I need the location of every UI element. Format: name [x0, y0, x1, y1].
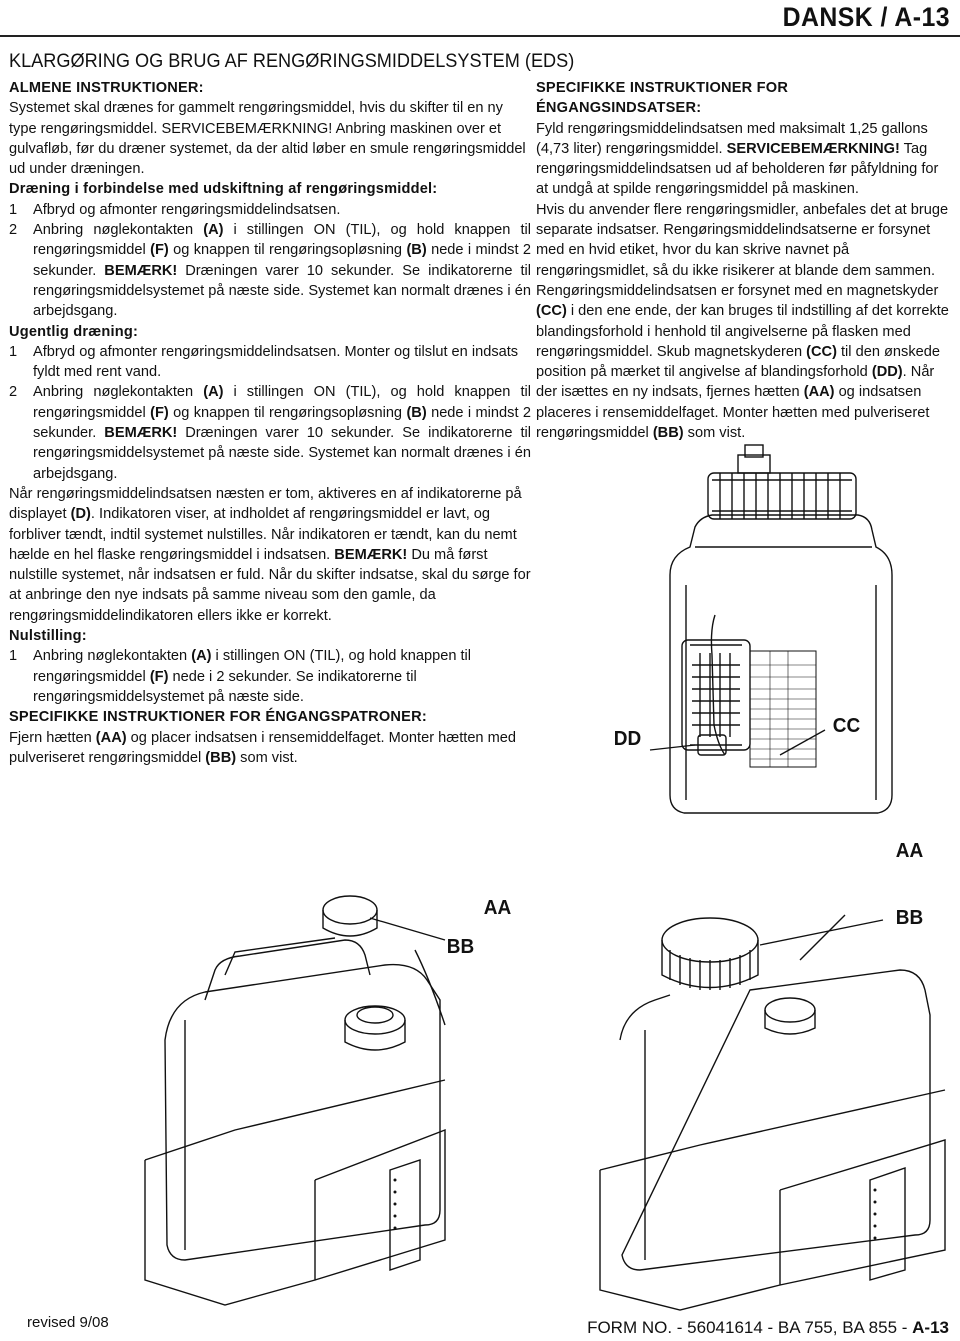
right-column — [536, 78, 951, 443]
empty-indicator-paragraph: Når rengøringsmiddelindsatsen næsten er tom, aktiveres en af indikatorerne på displayet (D). Indikatoren viser, at indholdet af rengøringsmiddel er lavt, og forbliver tændt, indtil systemet nulstilles. Når indikatoren er tændt, kan du nemt hælde en hel flaske rengøringsmiddel i indsatsen. BEMÆRK! Du må først nulstille systemet, når indsatsen er fuld. Når du skifter indsatse, skal du sørge for at anbringe den nye indsats på samme niveau som den gamle, da rengøringsmiddelindikatoren ellers ikke er korrekt. — [9, 485, 531, 624]
reset-heading: Nulstilling: — [9, 628, 87, 645]
figure-label-bb-left: BB — [446, 936, 475, 958]
step-number: 1 — [9, 648, 18, 665]
cartridge-tray-illustration-right — [600, 900, 950, 1310]
step-number: 1 — [9, 201, 18, 218]
cartridge-tray-illustration-left — [145, 880, 475, 1310]
drain-heading: Dræning i forbindelse med udskiftning af rengøringsmiddel: — [9, 181, 438, 198]
step-text: Afbryd og afmonter rengøringsmiddelindsatsen. — [33, 201, 341, 218]
step-text: Afbryd og afmonter rengøringsmiddelindsatsen. Monter og tilslut en indsats fyldt med rent vand. — [33, 343, 519, 381]
step-number: 2 — [9, 222, 18, 239]
page-title: KLARGØRING OG BRUG AF RENGØRINGSMIDDELSYSTEM (EDS) — [9, 50, 575, 72]
figure-label-aa-left: AA — [483, 897, 512, 919]
weekly-step-1 — [9, 342, 531, 383]
cartridge-heading: SPECIFIKKE INSTRUKTIONER FOR ÉNGANGSPATRONER: — [9, 709, 427, 726]
header-divider — [0, 35, 960, 37]
left-column — [9, 78, 531, 768]
figure-label-dd: DD — [613, 728, 642, 750]
drain-step-2 — [9, 220, 531, 321]
insert-paragraph-2: Hvis du anvender flere rengøringsmidler, anbefales det at bruge separate indsatser. Rengøringsmiddelindsatserne er forsynet med en hvid etiket, hvor du kan skrive navnet på rengøringsmidlet, så du ikke risikerer at blande dem sammen. Rengøringsmiddelindsatsen er forsynet med en magnetskyder (CC) i den ene ende, der kan bruges til indstilling af det korrekte blandingsforhold i henhold til angivelserne på flasken med rengøringsmiddel. Skub magnetskyderen (CC) til den ønskede position på mærket til angivelse af blandingsforhold (DD). Når der isættes en ny indsats, fjernes hætten (AA) og indsatsen placeres i rensemiddelfaget. Monter hætten med pulveriseret rengøringsmiddel (BB) som vist. — [536, 201, 949, 442]
reset-step-1 — [9, 646, 531, 707]
step-text: Anbring nøglekontakten (A) i stillingen ON (TIL), og hold knappen til rengøringsmiddel (F) og knappen til rengøringsopløsning (B) nede i mindst 2 sekunder. BEMÆRK! Dræningen varer 10 sekunder. Se indikatorerne til rengøringsmiddelsystemet på næste side. Systemet kan normalt drænes i én arbejdsgang. — [33, 222, 532, 320]
weekly-heading: Ugentlig dræning: — [9, 323, 139, 340]
step-text: Anbring nøglekontakten (A) i stillingen ON (TIL), og hold knappen til rengøringsmiddel (F) nede i 2 sekunder. Se indikatorerne til rengøringsmiddelsystemet på næste side. — [33, 648, 472, 705]
figure-label-bb-right: BB — [895, 907, 924, 929]
drain-step-1 — [9, 200, 531, 220]
weekly-step-2 — [9, 382, 531, 483]
insert-heading: SPECIFIKKE INSTRUKTIONER FOR ÉNGANGSINDSATSER: — [536, 80, 789, 117]
general-intro: Systemet skal drænes for gammelt rengøringsmiddel, hvis du skifter til en ny type rengøringsmiddel. SERVICEBEMÆRKNING! Anbring maskinen over et gulvafløb, før du dræner systemet, da der altid løber en smule rengøringsmiddel ud under dræningen. — [9, 100, 526, 178]
step-text: Anbring nøglekontakten (A) i stillingen ON (TIL), og hold knappen til rengøringsmiddel (F) og knappen til rengøringsopløsning (B) nede i mindst 2 sekunder. BEMÆRK! Dræningen varer 10 sekunder. Se indikatorerne til rengøringsmiddelsystemet på næste side. Systemet kan normalt drænes i én arbejdsgang. — [33, 384, 532, 482]
figure-label-aa-right: AA — [895, 840, 924, 862]
general-heading: ALMENE INSTRUKTIONER: — [9, 80, 204, 96]
figure-label-cc: CC — [832, 715, 861, 737]
page-header: DANSK / A-13 — [782, 2, 950, 32]
cartridge-paragraph: Fjern hætten (AA) og placer indsatsen i rensemiddelfaget. Monter hætten med pulveriseret rengøringsmiddel (BB) som vist. — [9, 729, 516, 766]
form-number: FORM NO. - 56041614 - BA 755, BA 855 - A-13 — [587, 1318, 949, 1337]
revision-note: revised 9/08 — [27, 1314, 109, 1331]
step-number: 2 — [9, 384, 18, 401]
step-number: 1 — [9, 343, 18, 360]
insert-paragraph-1: Fyld rengøringsmiddelindsatsen med maksimalt 1,25 gallons (4,73 liter) rengøringsmiddel. SERVICEBEMÆRKNING! Tag rengøringsmiddelindsatsen ud af beholderen før påfyldning for at undgå at spilde rengøringsmiddel på maskinen. — [536, 120, 939, 198]
detergent-insert-illustration — [600, 455, 930, 835]
